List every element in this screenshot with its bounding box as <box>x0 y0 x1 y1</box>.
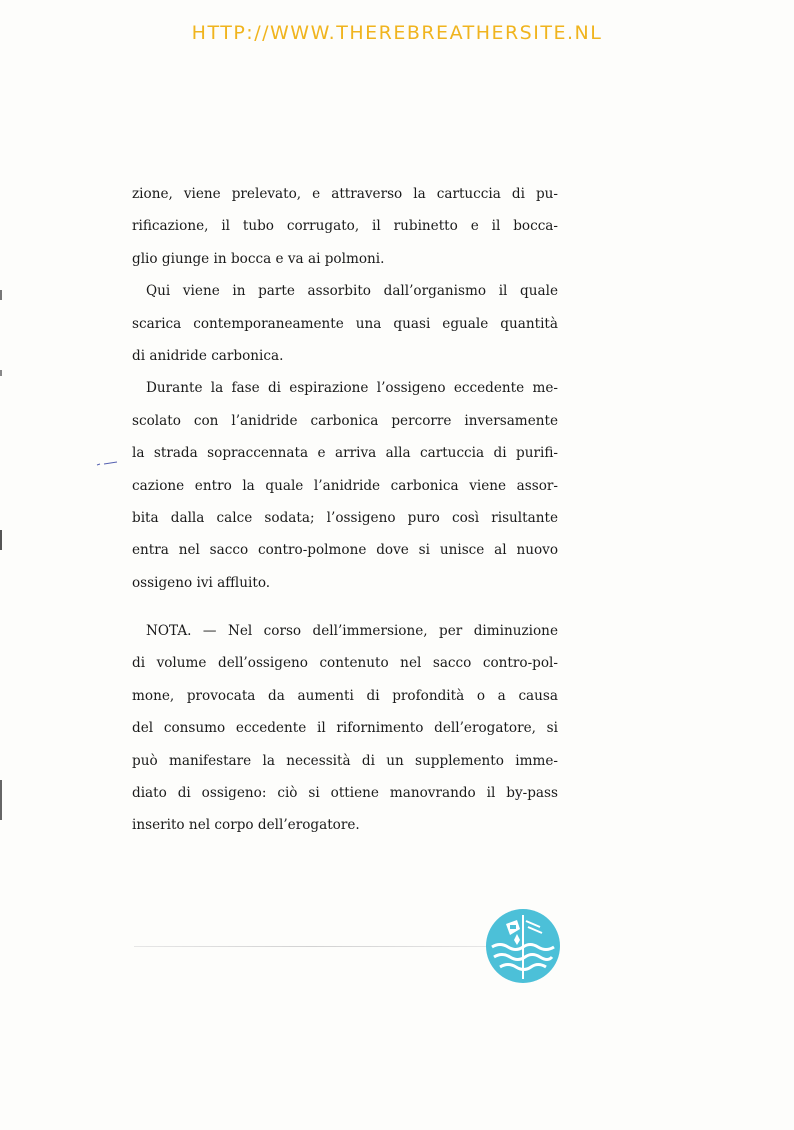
binding-edge-marks <box>0 280 4 840</box>
pencil-margin-mark <box>95 460 119 468</box>
text-line: NOTA. — Nel corso dell’immersione, per diminuzione <box>146 623 558 640</box>
diver-emblem-icon <box>484 907 562 985</box>
text-line: inserito nel corpo dell’erogatore. <box>132 817 360 834</box>
note-paragraph <box>132 615 558 842</box>
text-line: glio giunge in bocca e va ai polmoni. <box>132 250 385 267</box>
text-line: ossigeno ivi affluito. <box>132 574 271 591</box>
text-line: scolato con l’anidride carbonica percorre inversamente <box>132 412 558 429</box>
text-line: Qui viene in parte assorbito dall’organismo il quale <box>146 283 558 300</box>
text-line: mone, provocata da aumenti di profondità o a causa <box>132 687 558 704</box>
text-line: rificazione, il tubo corrugato, il rubinetto e il bocca- <box>132 218 558 235</box>
text-line: cazione entro la quale l’anidride carbonica viene assor- <box>132 477 558 494</box>
text-line: del consumo eccedente il rifornimento dell’erogatore, si <box>132 720 558 737</box>
text-line: la strada sopraccennata e arriva alla cartuccia di purifi- <box>132 445 558 462</box>
text-line: scarica contemporaneamente una quasi eguale quantità <box>132 315 558 332</box>
text-line: zione, viene prelevato, e attraverso la cartuccia di pu- <box>132 186 558 202</box>
text-line: diato di ossigeno: ciò si ottiene manovrando il by-pass <box>132 785 558 802</box>
text-line: di anidride carbonica. <box>132 347 284 364</box>
paragraph-3 <box>132 372 558 599</box>
text-line: entra nel sacco contro-polmone dove si unisce al nuovo <box>132 542 558 559</box>
text-line: di volume dell’ossigeno contenuto nel sacco contro-pol- <box>132 655 558 672</box>
text-line: bita dalla calce sodata; l’ossigeno puro così risultante <box>132 509 558 526</box>
body-text <box>132 178 558 842</box>
text-line: può manifestare la necessità di un supplemento imme- <box>132 752 558 769</box>
bottom-rule <box>134 946 490 947</box>
paragraph-1 <box>132 178 558 275</box>
text-line: Durante la fase di espirazione l’ossigeno eccedente me- <box>146 380 558 397</box>
paragraph-2 <box>132 275 558 372</box>
website-watermark: HTTP://WWW.THEREBREATHERSITE.NL <box>191 22 603 44</box>
